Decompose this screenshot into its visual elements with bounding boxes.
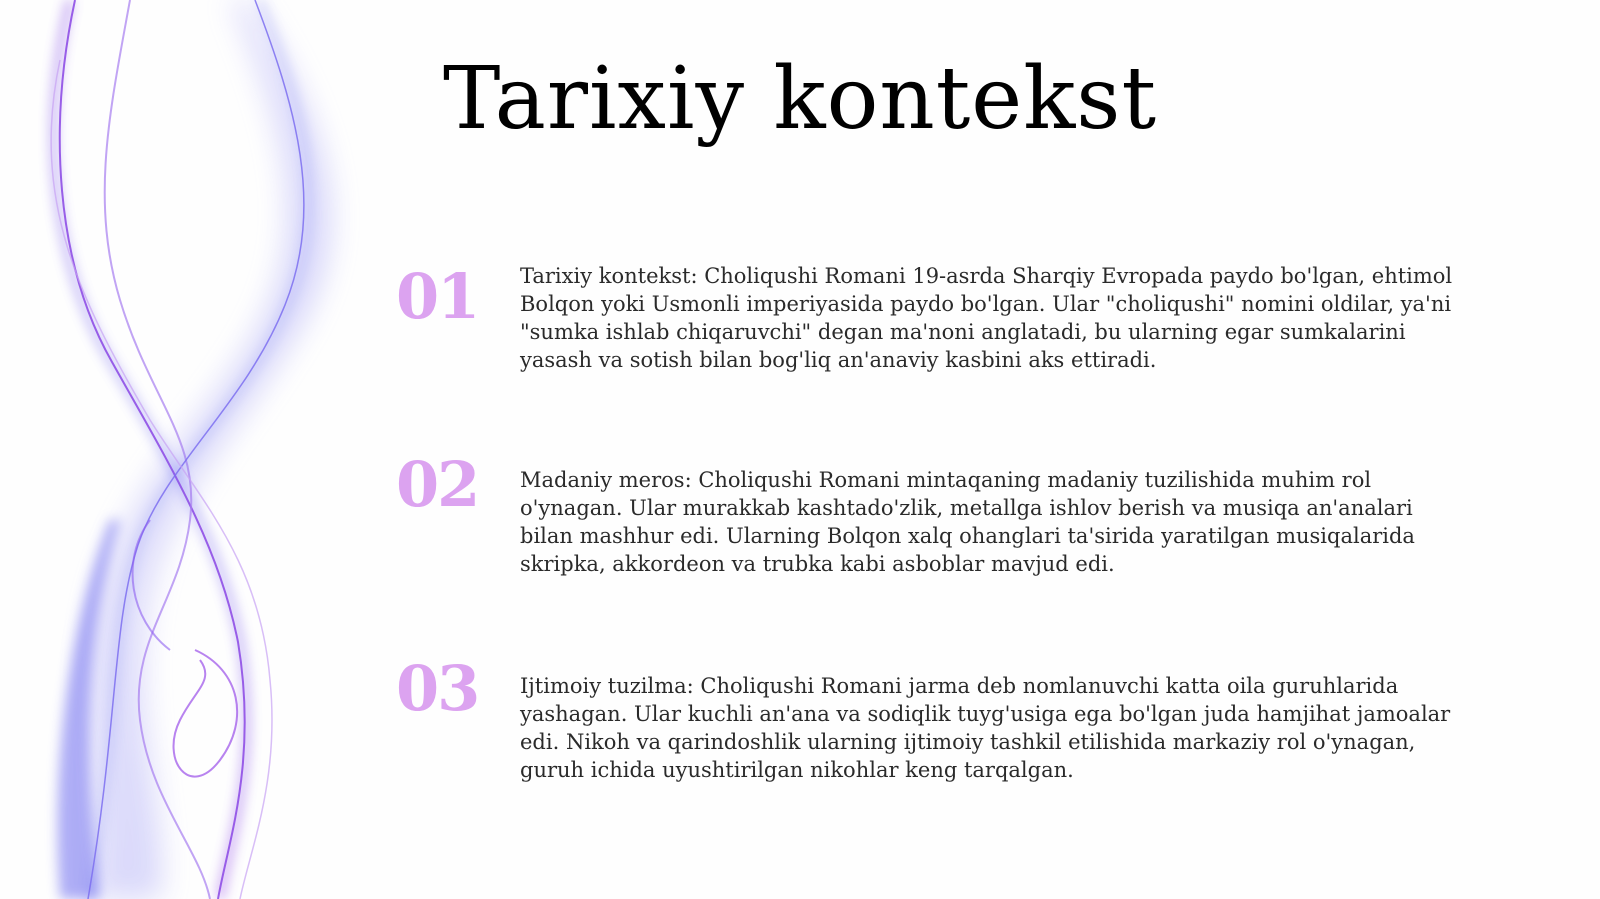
item-text: Ijtimoiy tuzilma: Choliqushi Romani jarma deb nomlanuvchi katta oila guruhlarida yashagan. Ular kuchli an'ana va sodiqlik tuyg'usiga ega bo'lgan juda hamjihat jamoalar edi. Nikoh va qarindoshlik ularning ijtimoiy tashkil etilishida markaziy rol o'ynagan, guruh ichida uyushtirilgan nikohlar keng tarqalgan. (520, 674, 1451, 782)
item-text: Madaniy meros: Choliqushi Romani mintaqaning madaniy tuzilishida muhim rol o'ynagan. Ular murakkab kashtado'zlik, metallga ishlov berish va musiqa an'analari bilan mashhur edi. Ularning Bolqon xalq ohanglari ta'sirida yaratilgan musiqalarida skripka, akkordeon va trubka kabi asboblar mavjud edi. (520, 468, 1415, 576)
item-number: 02 (396, 448, 479, 521)
slide-title: Tarixiy kontekst (442, 49, 1158, 149)
item-number: 03 (396, 652, 479, 725)
item-number: 01 (396, 260, 479, 333)
item-text: Tarixiy kontekst: Choliqushi Romani 19-asrda Sharqiy Evropada paydo bo'lgan, ehtimol Bolqon yoki Usmonli imperiyasida paydo bo'lgan. Ular "choliqushi" nomini oldilar, ya'ni "sumka ishlab chiqaruvchi" degan ma'noni anglatadi, bu ularning egar sumkalarini yasash va sotish bilan bog'liq an'anaviy kasbini aks ettiradi. (520, 264, 1453, 372)
